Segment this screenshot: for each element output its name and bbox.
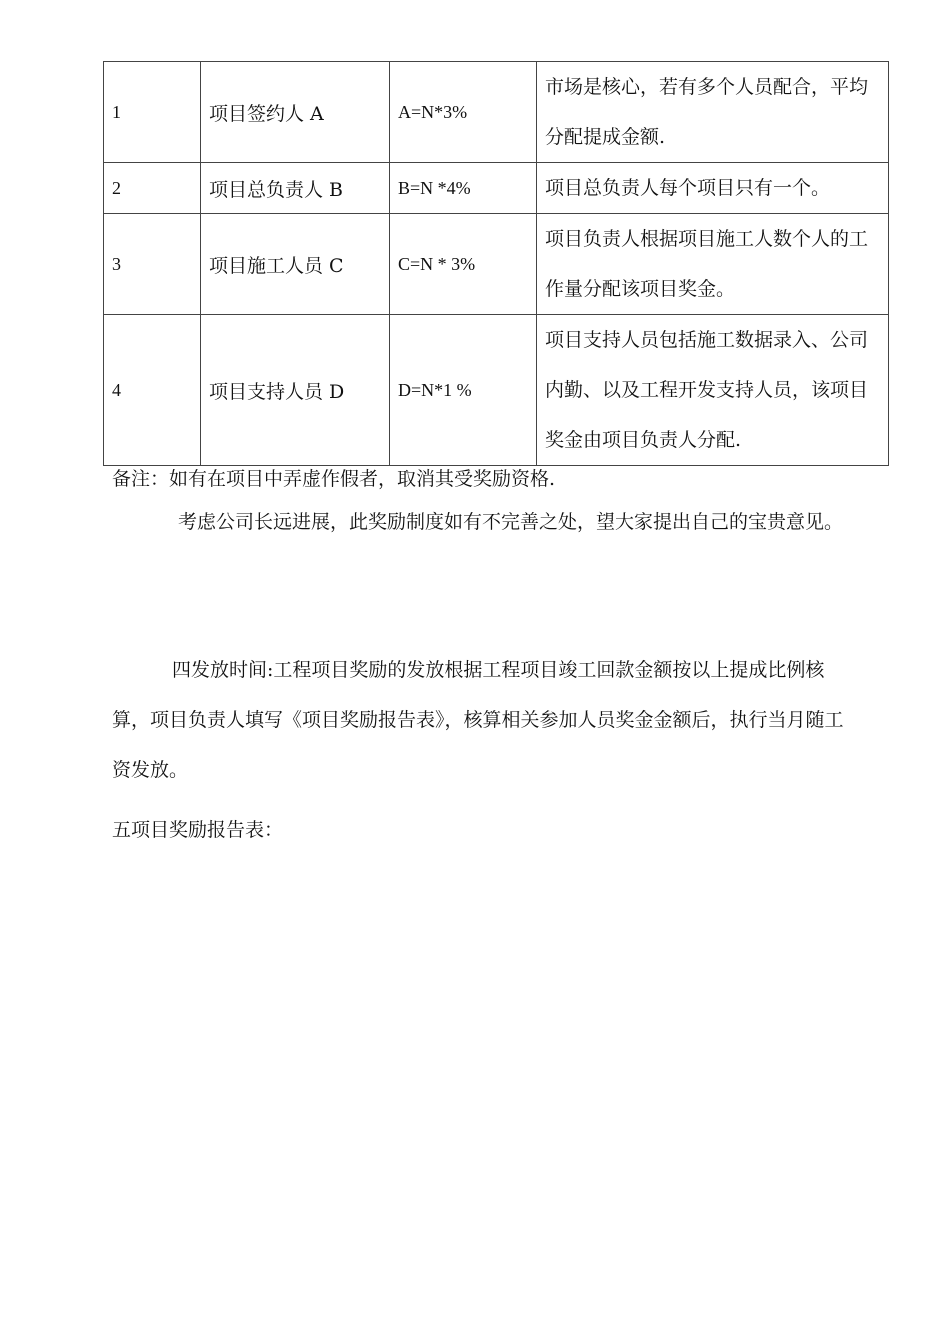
section-5-heading: 五项目奖励报告表： (112, 819, 284, 841)
section-4-text: 四发放时间:工程项目奖励的发放根据工程项目竣工回款金额按以上提成比例核算，项目负责人填写《项目奖励报告表》，核算相关参加人员奖金金额后，执行当月随工资发放。 (112, 659, 844, 781)
role-cell: 项目总负责人 B (201, 163, 390, 214)
role-cell: 项目施工人员 C (201, 214, 390, 315)
award-table (103, 61, 889, 466)
row-number: 2 (104, 163, 201, 214)
formula-cell: A=N*3% (390, 62, 537, 163)
remark-text: 备注：如有在项目中弄虚作假者，取消其受奖励资格. (112, 468, 556, 490)
table-row (104, 62, 889, 163)
consider-paragraph (112, 497, 882, 547)
consider-text: 考虑公司长远进展，此奖励制度如有不完善之处，望大家提出自己的宝贵意见。 (178, 511, 844, 533)
table-row (104, 315, 889, 466)
role-cell: 项目签约人 A (201, 62, 390, 163)
note-cell: 项目负责人根据项目施工人数个人的工作量分配该项目奖金。 (537, 214, 889, 315)
note-cell: 项目支持人员包括施工数据录入、公司内勤、以及工程开发支持人员，该项目奖金由项目负责人分配. (537, 315, 889, 466)
formula-cell: D=N*1 % (390, 315, 537, 466)
table-row (104, 214, 889, 315)
formula-cell: C=N * 3% (390, 214, 537, 315)
row-number: 1 (104, 62, 201, 163)
role-cell: 项目支持人员 D (201, 315, 390, 466)
note-cell: 项目总负责人每个项目只有一个。 (537, 163, 889, 214)
note-cell: 市场是核心，若有多个人员配合，平均分配提成金额. (537, 62, 889, 163)
section-4-paragraph (112, 645, 852, 795)
row-number: 4 (104, 315, 201, 466)
table-row (104, 163, 889, 214)
formula-cell: B=N *4% (390, 163, 537, 214)
row-number: 3 (104, 214, 201, 315)
